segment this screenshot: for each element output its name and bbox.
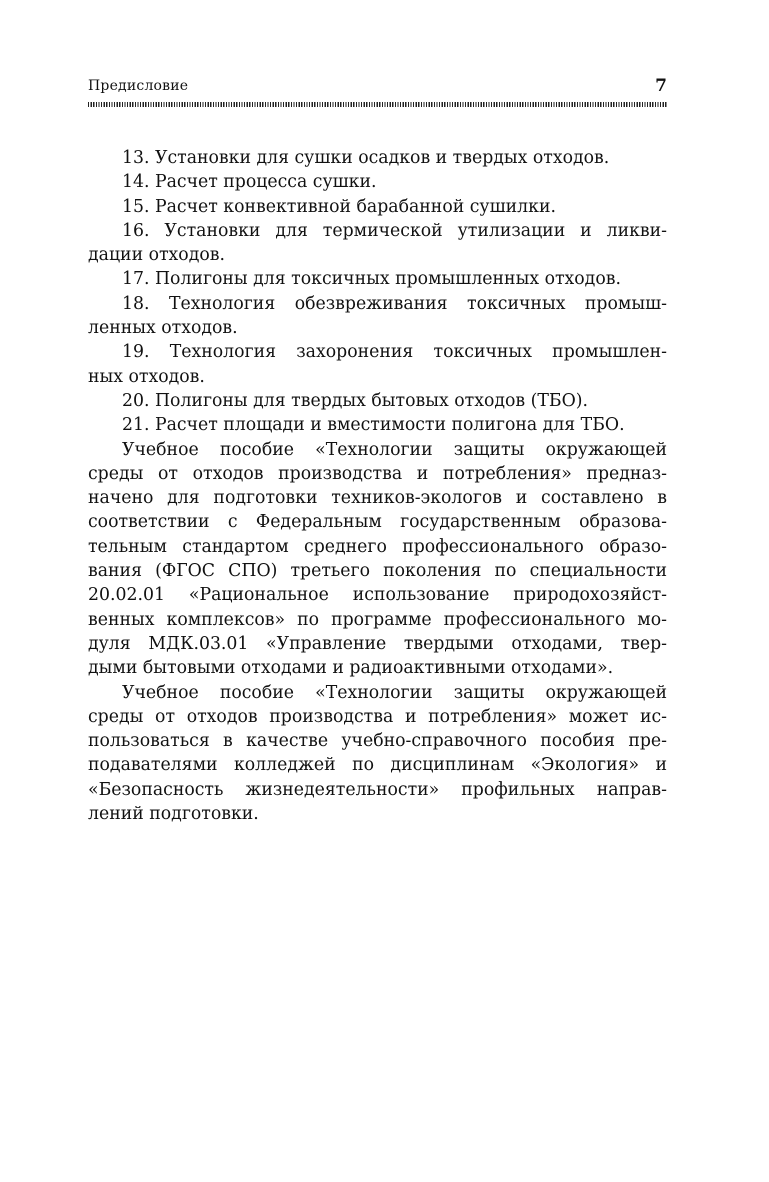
text-line: дации отходов. bbox=[88, 245, 225, 266]
text-line: 21. Расчет площади и вместимости полигона для ТБО. bbox=[122, 415, 625, 436]
text-line: 20. Полигоны для твердых бытовых отходов (ТБО). bbox=[122, 390, 588, 411]
running-header bbox=[88, 78, 667, 102]
text-line: тельным стандартом среднего профессионального образо- bbox=[88, 536, 667, 557]
body-text bbox=[88, 146, 667, 826]
text-line: начено для подготовки техников-экологов и составлено в bbox=[88, 488, 667, 509]
text-line: 20.02.01 «Рациональное использование природохозяйст- bbox=[88, 585, 667, 606]
text-line: среды от отходов производства и потребления» предназ- bbox=[88, 463, 667, 484]
text-line: 14. Расчет процесса сушки. bbox=[122, 172, 377, 193]
text-line: вания (ФГОС СПО) третьего поколения по специальности bbox=[88, 561, 667, 582]
text-line: среды от отходов производства и потребления» может ис- bbox=[88, 706, 667, 727]
text-line: 17. Полигоны для токсичных промышленных отходов. bbox=[122, 269, 621, 290]
text-line: 19. Технология захоронения токсичных промышлен- bbox=[122, 342, 667, 363]
header-rule bbox=[88, 102, 667, 107]
text-line: ленных отходов. bbox=[88, 318, 238, 339]
text-line: дыми бытовыми отходами и радиоактивными отходами». bbox=[88, 658, 614, 679]
text-line: пользоваться в качестве учебно-справочного пособия пре- bbox=[88, 731, 667, 752]
text-line: лений подготовки. bbox=[88, 804, 259, 825]
text-line: Учебное пособие «Технологии защиты окружающей bbox=[122, 439, 667, 460]
text-line: 15. Расчет конвективной барабанной сушилки. bbox=[122, 196, 556, 217]
text-line: подавателями колледжей по дисциплинам «Экология» и bbox=[88, 755, 667, 776]
text-line: 16. Установки для термической утилизации и ликви- bbox=[122, 220, 667, 241]
running-header-title: Предисловие bbox=[88, 78, 189, 94]
text-line: 13. Установки для сушки осадков и твердых отходов. bbox=[122, 148, 610, 168]
text-line: венных комплексов» по программе профессионального мо- bbox=[88, 609, 667, 630]
text-line: «Безопасность жизнедеятельности» профильных направ- bbox=[88, 779, 667, 800]
page-number: 7 bbox=[655, 76, 667, 96]
text-line: Учебное пособие «Технологии защиты окружающей bbox=[122, 682, 667, 703]
text-line: соответствии с Федеральным государственным образова- bbox=[88, 512, 667, 533]
text-line: ных отходов. bbox=[88, 366, 205, 387]
text-line: 18. Технология обезвреживания токсичных промыш- bbox=[122, 293, 667, 314]
text-line: дуля МДК.03.01 «Управление твердыми отходами, твер- bbox=[88, 633, 667, 654]
